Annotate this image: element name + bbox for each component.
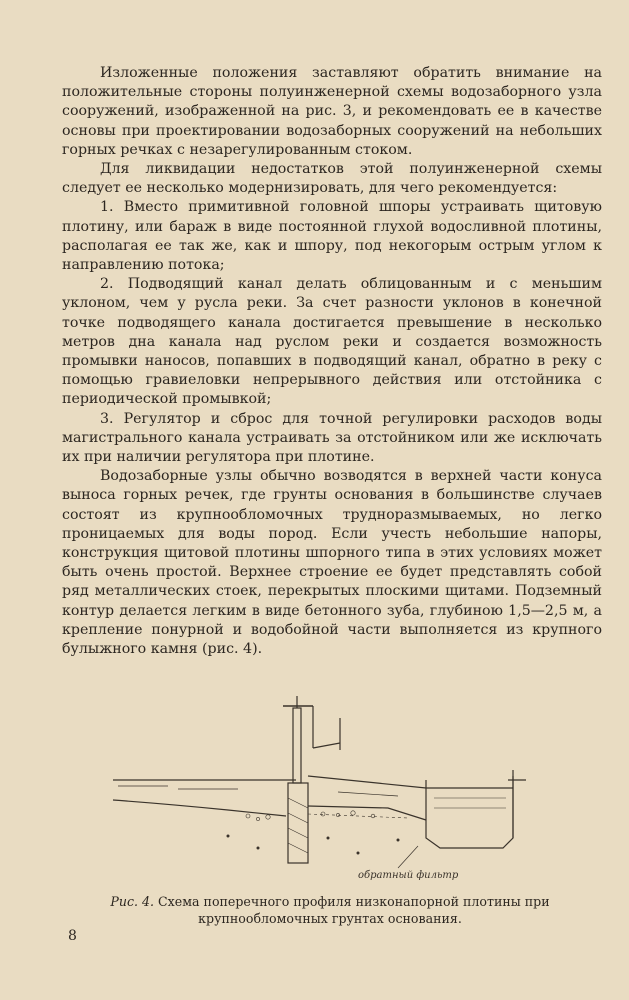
downstream-water-line — [308, 776, 426, 788]
paragraph: Водозаборные узлы обычно возводятся в верхней части конуса выноса горных речек, где грунты основания в большинстве случаев состоят из крупнообломочных трудноразмываемых, но легко проницаемых для воды пород. Если учесть небольшие напоры, конструкция щитовой плотины шпорного типа в этих условиях может быть очень простой. Верхнее строение ее будет представлять собой ряд металлических стоек, перекрытых плоскими щитами. Подземный контур делается легким в виде бетонного зуба, глубиною 1,5—2,5 м, а крепление понурной и водобойной части выполняется из крупного булыжного камня (рис. 4). — [62, 468, 602, 658]
body-text — [62, 64, 602, 659]
dam-profile-drawing — [108, 688, 528, 888]
channel-section — [426, 776, 513, 848]
apron — [308, 806, 426, 820]
figure-caption — [80, 893, 580, 927]
gate-post — [293, 708, 301, 783]
concrete-tooth — [288, 783, 308, 863]
page-number: 8 — [68, 928, 77, 944]
filter-label: обратный фильтр — [358, 870, 459, 881]
caption-text: Схема поперечного профиля низконапорной плотины при крупнообломочных грунтах основания. — [158, 894, 550, 926]
figure-dam-profile — [108, 688, 528, 888]
list-item: 2. Подводящий канал делать облицованным и с меньшим уклоном, чем у русла реки. За счет разности уклонов в конечной точке подводящего канала достигается превышение в несколько метров дна канала над руслом реки и создается возможность промывки наносов, попавших в подводящий канал, обратно в реку с помощью гравиеловки непрерывного действия или отстойника с периодической промывкой; — [62, 276, 602, 408]
caption-label: Рис. 4. — [110, 894, 155, 909]
list-item: 1. Вместо примитивной головной шпоры устраивать щитовую плотину, или бараж в виде постоянной глухой водосливной плотины, располагая ее так же, как и шпору, под некогорым острым углом к направлению потока; — [62, 199, 602, 274]
paragraph: Для ликвидации недостатков этой полуинженерной схемы следует ее несколько модернизировать, для чего рекомендуется: — [62, 161, 602, 197]
list-item: 3. Регулятор и сброс для точной регулировки расходов воды магистрального канала устраивать за отстойником или же исключать их при наличии регулятора при плотине. — [62, 410, 602, 466]
upstream-bed — [113, 800, 286, 816]
paragraph: Изложенные положения заставляют обратить внимание на положительные стороны полуинженерной схемы водозаборного узла сооружений, изображенной на рис. 3, и рекомендовать ее в качестве основы при проектировании водозаборных сооружений на небольших горных речках с незарегулированным стоком. — [62, 65, 602, 158]
